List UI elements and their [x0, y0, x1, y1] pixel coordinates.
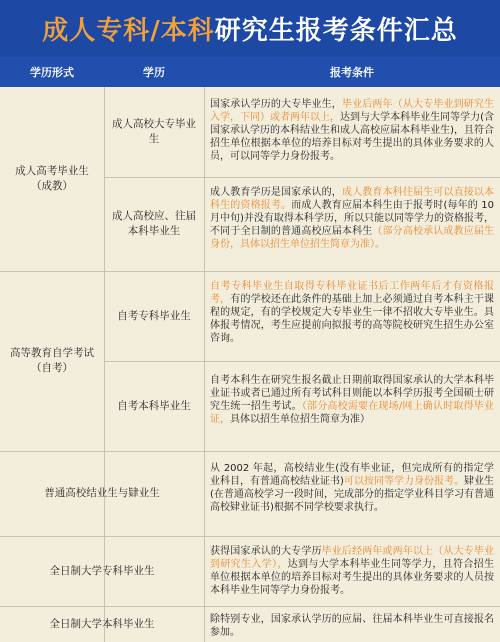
table-header	[0, 57, 500, 87]
desc-text: 国家承认学历的大专毕业生，	[210, 99, 342, 110]
desc-text: 自考本科生在研究生报名截止日期前取得国家承认的大学本科毕业证书或者已通过所有考试科目则能以本科学历报考全国硕士研究生统一招生考试。	[210, 375, 494, 412]
highlight-text: 毕业后两年（从大专毕业到研究生入学，下同）或者两年以上，	[210, 99, 494, 123]
desc-text: 具体以招生单位招生简章为准）	[230, 414, 370, 425]
header-education: 学历	[143, 66, 165, 79]
desc-self-bachelor	[210, 374, 494, 450]
group-regular-grad: 普通高校结业生与肄业生	[44, 487, 160, 499]
desc-text: 有的学校还在此条件的基础上加上必须通过自考本科主干课程的规定，有的学校规定大专毕业生一律不招收大专毕业生。具体报考情况，考生应提前向拟报考的高等院校研究生招生办公室咨询。	[210, 294, 494, 344]
title-highlight: 成人专科/本科	[42, 16, 215, 46]
group-adult-exam: 成人高考毕业生 （成教）	[15, 165, 89, 192]
group-fulltime-bachelor: 全日制大学本科毕业生	[49, 617, 155, 630]
sub-self-bachelor: 自考本科毕业生	[117, 399, 191, 412]
group-fulltime-junior: 全日制大学专科毕业生	[49, 564, 155, 577]
desc-adult-bachelor	[210, 186, 494, 270]
header-conditions: 报考条件	[330, 66, 374, 79]
desc-text: 肄业生(在普通高校学习一段时间，完成部分的指定学业科目学习有普通高校肄业证书)根据不同学校要求执行。	[210, 476, 494, 513]
highlight-text: （部分高校承认成教应届生身份，具体以招生单位招生简章为准）。	[210, 226, 494, 250]
page-title	[0, 0, 500, 57]
highlight-text: 自考专科毕业生自取得专科毕业证书后工作两年后才有资格报考，	[210, 281, 494, 305]
header-form: 学历形式	[30, 66, 74, 79]
highlight-text: 毕业后经两年或两年以上（从大专毕业到研究生入学），	[210, 546, 494, 570]
sub-adult-bachelor: 成人高校应、往届本科毕业生	[112, 210, 196, 237]
title-rest: 研究生报考条件汇总	[214, 16, 458, 46]
desc-text: 从 2002 年起，高校结业生(没有毕业证，但完成所有的指定学业科目，有普通高校结业证书)	[210, 463, 494, 487]
desc-regular-grad	[210, 462, 494, 534]
desc-text: 达到与大学本科毕业生同等学力(含国家承认学历的本科结业生和成人高校应届本科毕业生)，且符合招生单位根据本单位的培养目标对考生提出的具体业务要求的人员，可以同等学力身份报考。	[210, 112, 494, 162]
desc-self-junior	[210, 280, 494, 360]
desc-adult-junior	[210, 98, 494, 174]
desc-text: 而成人教育应届本科生由于报考时(每年的 10 月中旬)并没有取得本科学历，所以只能以同等学力的资格报考，不同于全日制的普通高校应届本科生	[210, 200, 494, 237]
highlight-text: 成人教育本科往届生可以直接以本科生的资格报考。	[210, 187, 494, 211]
group-self-study: 高等教育自学考试 （自考）	[10, 347, 94, 374]
desc-text: 达到与大学本科毕业生同等学力，且符合招生单位根据本单位的培养目标对考生提出的具体业务要求的人员按本科毕业生同等学力身份报考。	[210, 559, 494, 596]
sub-self-junior: 自考专科毕业生	[117, 309, 191, 322]
highlight-text: （部分高校需要在现场/网上确认时取得毕业证，	[210, 401, 494, 425]
desc-text: 成人教育学历是国家承认的，	[210, 187, 342, 198]
sub-adult-junior: 成人高校大专毕业生	[112, 118, 196, 145]
desc-fulltime-junior	[210, 545, 494, 605]
desc-text: 获得国家承认的大专学历	[210, 546, 322, 557]
desc-text: 除特别专业，国家承认学历的应届、往届本科毕业生可直接报名参加。	[210, 614, 494, 638]
highlight-text: 可以按同等学力身份报考。	[343, 476, 464, 487]
desc-fulltime-bachelor	[210, 613, 494, 641]
